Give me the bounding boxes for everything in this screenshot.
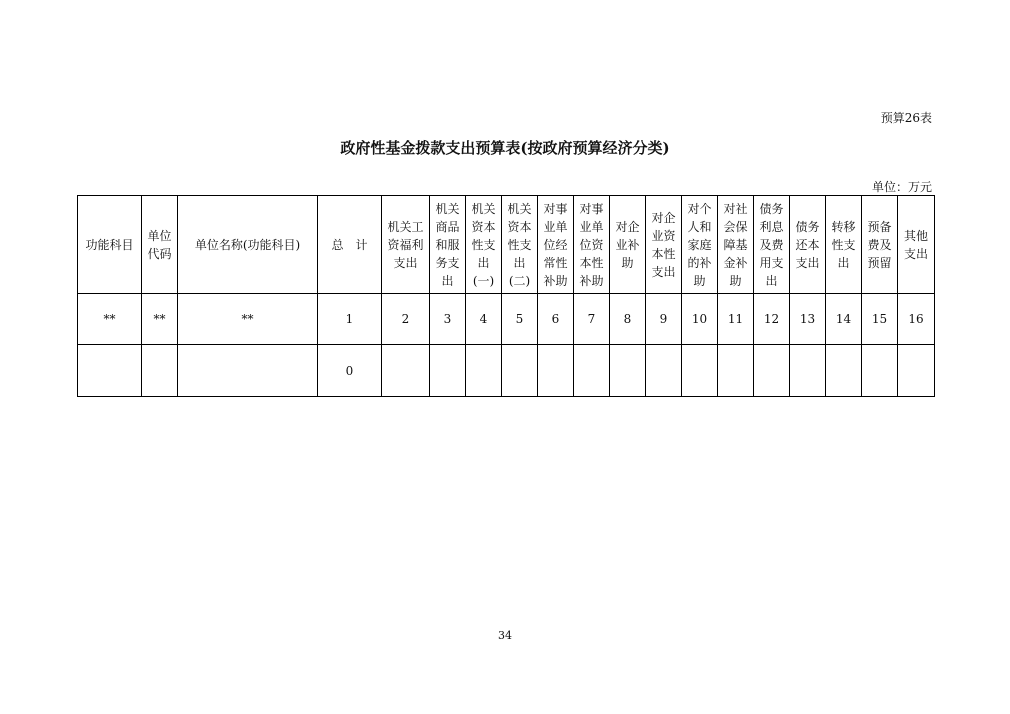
header-text: 支出 [393, 255, 418, 270]
header-text: 机关工 [387, 219, 424, 234]
header-text: 机关 [507, 201, 532, 216]
header-text: 出 [513, 255, 526, 270]
header-text: 补助 [579, 273, 604, 288]
header-cell [538, 196, 574, 294]
header-text: 还本 [795, 237, 820, 252]
header-text: 预留 [867, 255, 892, 270]
header-cell [826, 196, 862, 294]
header-text: 资福利 [387, 237, 424, 252]
header-text: 的补 [687, 255, 712, 270]
header-text: 家庭 [687, 237, 712, 252]
header-text: 单位名称(功能科目) [194, 237, 301, 252]
data-cell [610, 345, 646, 397]
data-cell [574, 345, 610, 397]
header-text: 机关 [471, 201, 496, 216]
header-text: 债务 [795, 219, 820, 234]
header-text: 总 计 [331, 237, 368, 252]
index-cell: ** [142, 294, 178, 345]
header-text: 业单 [579, 219, 604, 234]
header-text: 利息 [759, 219, 784, 234]
header-text: 人和 [687, 219, 712, 234]
header-text: 商品 [435, 219, 460, 234]
header-text: 转移 [831, 219, 856, 234]
header-cell [318, 196, 382, 294]
header-text: 业资 [651, 228, 676, 243]
data-cell [718, 345, 754, 397]
index-cell: 13 [790, 294, 826, 345]
header-text: 用支 [759, 255, 784, 270]
header-text: 性支 [507, 237, 532, 252]
header-text: 位经 [543, 237, 568, 252]
index-cell: 2 [382, 294, 430, 345]
header-text: 其他 [903, 228, 928, 243]
index-cell: 12 [754, 294, 790, 345]
header-text: 对社 [723, 201, 748, 216]
data-cell [466, 345, 502, 397]
index-cell: 7 [574, 294, 610, 345]
header-text: 助 [729, 273, 742, 288]
index-cell: 11 [718, 294, 754, 345]
table-row [78, 345, 935, 397]
header-text: 位资 [579, 237, 604, 252]
header-cell [574, 196, 610, 294]
header-text: 金补 [723, 255, 748, 270]
data-cell [78, 345, 142, 397]
header-text: 性支 [831, 237, 856, 252]
header-text: 障基 [723, 237, 748, 252]
index-cell: 8 [610, 294, 646, 345]
header-text: 出 [477, 255, 490, 270]
budget-table [77, 195, 935, 397]
header-cell [790, 196, 826, 294]
page-title: 政府性基金拨款支出预算表(按政府预算经济分类) [340, 139, 670, 157]
header-text: 支出 [651, 264, 676, 279]
header-text: 支出 [795, 255, 820, 270]
header-cell [898, 196, 935, 294]
header-text: 预备 [867, 219, 892, 234]
header-text: 本性 [579, 255, 604, 270]
header-cell [430, 196, 466, 294]
header-text: 常性 [543, 255, 568, 270]
index-cell: 3 [430, 294, 466, 345]
header-cell [754, 196, 790, 294]
data-cell [826, 345, 862, 397]
index-cell: ** [78, 294, 142, 345]
header-text: 出 [441, 273, 454, 288]
header-text: 资本 [507, 219, 532, 234]
header-cell [382, 196, 430, 294]
data-cell [862, 345, 898, 397]
data-cell [646, 345, 682, 397]
header-text: 和服 [435, 237, 460, 252]
header-text: 资本 [471, 219, 496, 234]
header-text: 功能科目 [85, 237, 134, 252]
header-text: (二) [508, 273, 531, 288]
header-text: 对事 [579, 201, 604, 216]
header-cell [610, 196, 646, 294]
index-cell: 9 [646, 294, 682, 345]
data-cell [178, 345, 318, 397]
header-cell [682, 196, 718, 294]
data-cell [538, 345, 574, 397]
header-text: 助 [621, 255, 634, 270]
header-text: 对个 [687, 201, 712, 216]
header-text: 出 [837, 255, 850, 270]
index-cell: ** [178, 294, 318, 345]
header-text: 出 [765, 273, 778, 288]
index-cell: 16 [898, 294, 935, 345]
data-cell [682, 345, 718, 397]
index-cell: 4 [466, 294, 502, 345]
header-text: 支出 [903, 246, 928, 261]
data-cell [430, 345, 466, 397]
column-index-row [78, 294, 935, 345]
header-cell [862, 196, 898, 294]
index-cell: 14 [826, 294, 862, 345]
header-text: 业补 [615, 237, 640, 252]
form-number: 预算26表 [880, 111, 932, 125]
data-cell [142, 345, 178, 397]
header-cell [718, 196, 754, 294]
header-cell [178, 196, 318, 294]
header-text: 务支 [435, 255, 460, 270]
index-cell: 10 [682, 294, 718, 345]
data-cell: 0 [318, 345, 382, 397]
header-text: 机关 [435, 201, 460, 216]
header-text: 业单 [543, 219, 568, 234]
data-cell [382, 345, 430, 397]
header-text: 对企 [651, 210, 676, 225]
header-cell [78, 196, 142, 294]
header-cell [142, 196, 178, 294]
page-number: 34 [498, 629, 512, 642]
header-text: 会保 [723, 219, 748, 234]
index-cell: 1 [318, 294, 382, 345]
unit-label: 单位：万元 [871, 180, 932, 194]
header-cell [502, 196, 538, 294]
index-cell: 5 [502, 294, 538, 345]
header-text: 单位 [147, 228, 172, 243]
data-cell [790, 345, 826, 397]
header-text: 代码 [147, 246, 172, 261]
header-text: 性支 [471, 237, 496, 252]
data-cell [754, 345, 790, 397]
header-text: 补助 [543, 273, 568, 288]
header-text: 债务 [759, 201, 784, 216]
header-text: 及费 [759, 237, 784, 252]
header-text: 对事 [543, 201, 568, 216]
index-cell: 15 [862, 294, 898, 345]
header-row [78, 196, 935, 294]
header-cell [646, 196, 682, 294]
header-text: 本性 [651, 246, 676, 261]
data-cell [502, 345, 538, 397]
header-text: (一) [472, 273, 495, 288]
header-text: 费及 [867, 237, 892, 252]
data-cell [898, 345, 935, 397]
header-text: 助 [693, 273, 706, 288]
header-text: 对企 [615, 219, 640, 234]
header-cell [466, 196, 502, 294]
index-cell: 6 [538, 294, 574, 345]
